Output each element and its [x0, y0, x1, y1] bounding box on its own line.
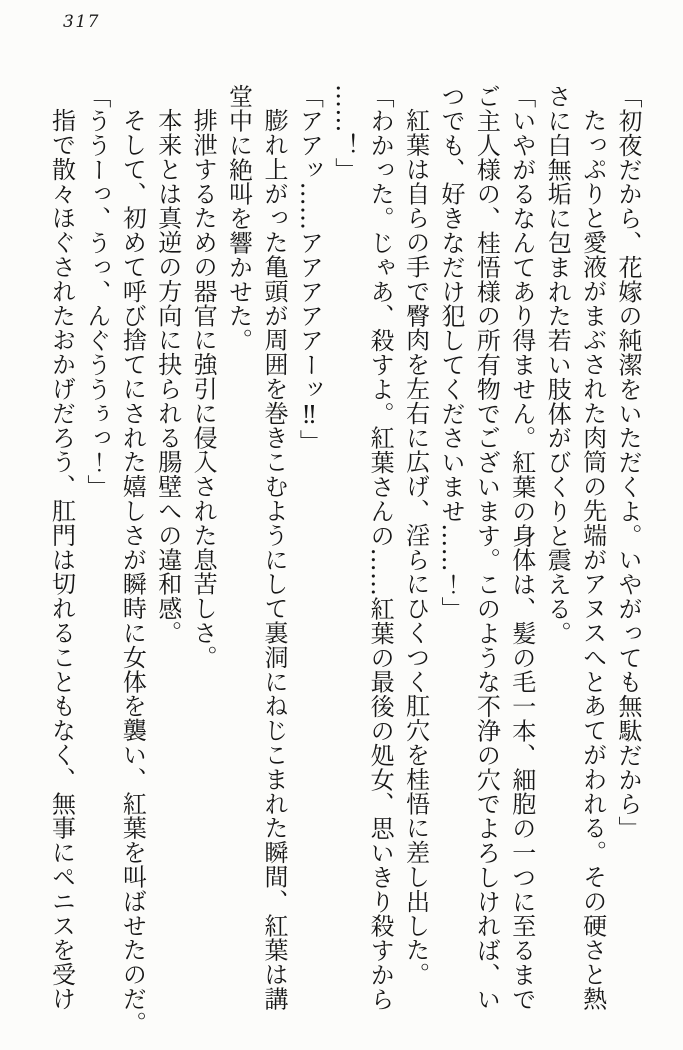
- text-line: ご主人様の、桂悟様の所有物でございます。このような不浄の穴でよろしければ、い: [472, 84, 501, 1012]
- text-line: 紅葉は自らの手で臀肉を左右に広げ、淫らにひくつく肛穴を桂悟に差し出した。: [401, 108, 430, 987]
- text-line: つでも、好きなだけ犯してくださいませ……！」: [436, 84, 465, 621]
- text-line: 「初夜だから、花嫁の純潔をいただくよ。いやがっても無駄だから」: [614, 84, 642, 841]
- text-line: ……！」: [330, 84, 359, 182]
- text-line: 排泄するための器官に強引に侵入された息苦しさ。: [189, 108, 218, 670]
- text-line: 指で散々ほぐされたおかげだろう、肛門は切れることもなく、無事にペニスを受け: [47, 108, 76, 1011]
- text-line: 「わかった。じゃあ、殺すよ。紅葉さんの……紅葉の最後の処女、思いきり殺すから: [366, 84, 395, 1012]
- text-line: 本来とは真逆の方向に抉られる腸壁への違和感。: [153, 108, 182, 645]
- text-line: たっぷりと愛液がまぶされた肉筒の先端がアヌスへとあてがわれる。その硬さと熱: [578, 108, 607, 1011]
- text-line: 膨れ上がった亀頭が周囲を巻きこむようにして裏洞にねじこまれた瞬間、紅葉は講: [259, 108, 288, 1011]
- text-line: 「いやがるなんてあり得ません。紅葉の身体は、髪の毛一本、細胞の一つに至るまで: [507, 84, 536, 1012]
- text-line: 「アアッ……アアアアアーッ‼」: [295, 84, 324, 454]
- text-line: 「ううーっ、うっ、んぐううぅっ！」: [82, 84, 111, 499]
- text-line: 堂中に絶叫を響かせた。: [224, 84, 253, 353]
- text-line: さに白無垢に包まれた若い肢体がびくりと震える。: [543, 84, 572, 646]
- text-line: そして、初めて呼び捨てにされた嬉しさが瞬時に女体を襲い、紅葉を叫ばせたのだ。: [118, 108, 147, 1036]
- page-number: 317: [63, 12, 100, 32]
- body-text: [43, 84, 645, 1036]
